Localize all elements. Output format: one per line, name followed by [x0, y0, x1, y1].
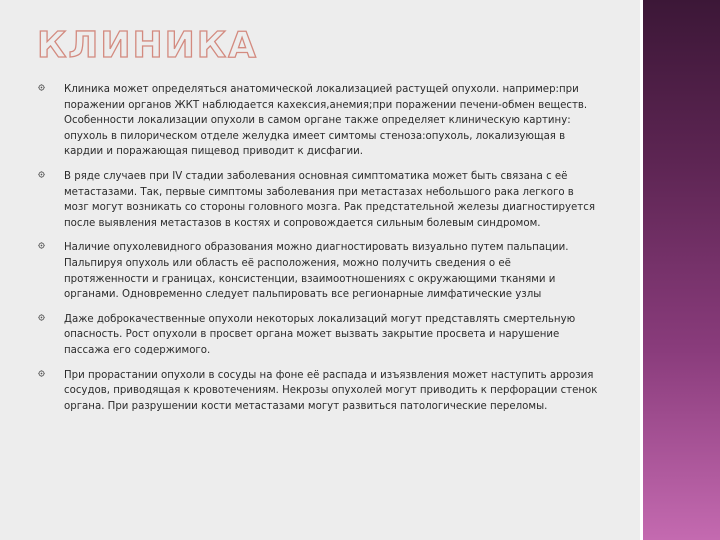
bullet-text: В ряде случаев при IV стадии заболевания основная симптоматика может быть связана с её метастазами. Так, первые симптомы заболевания при метастазах небольшого рака легкого в мозг могут возникать со стороны головного мозга. Рак предстательной железы диагностируется после выявления метастазов в костях и сопровождается сильным болевым синдромом.: [64, 170, 595, 229]
slide-title: КЛИНИКА: [37, 25, 258, 66]
bullet-text: Клиника может определяться анатомической локализацией растущей опухоли. например:при поражении органов ЖКТ наблюдается кахексия,анемия;при поражении печени-обмен веществ. Особенности локализации опухоли в самом органе также определяет клиническую картину: опухоль в пилорическом отделе желудка имеет симтомы стеноза:опухоль, локализующая в кардии и поражающая пищевод приводит к дисфагии.: [64, 84, 588, 158]
gear-bullet-icon: [38, 314, 45, 321]
decorative-side-band: [643, 0, 720, 540]
bullet-item: [38, 240, 598, 302]
bullet-item: [38, 169, 598, 231]
bullet-text: Наличие опухолевидного образования можно диагностировать визуально путем пальпации. Пальпируя опухоль или область её расположения, можно получить сведения о её протяженности и границах, консистенции, взаимоотношениях с окружающими тканями и органами. Одновременно следует пальпировать все регионарные лимфатические узлы: [64, 242, 569, 301]
gear-bullet-icon: [38, 84, 45, 91]
bullet-item: [38, 82, 598, 160]
gear-bullet-icon: [38, 171, 45, 178]
bullet-list: [38, 82, 598, 423]
gear-bullet-icon: [38, 370, 45, 377]
bullet-item: [38, 368, 598, 415]
bullet-text: При прорастании опухоли в сосуды на фоне её распада и изъязвления может наступить аррозия сосудов, приводящая к кровотечениям. Некрозы опухолей могут приводить к перфорации стенок органа. При разрушении кости метастазами могут развиться патологические переломы.: [64, 369, 598, 412]
bullet-text: Даже доброкачественные опухоли некоторых локализаций могут представлять смертельную опасность. Рост опухоли в просвет органа может вызвать закрытие просвета и нарушение пассажа его содержимого.: [64, 313, 576, 356]
gear-bullet-icon: [38, 242, 45, 249]
bullet-item: [38, 312, 598, 359]
